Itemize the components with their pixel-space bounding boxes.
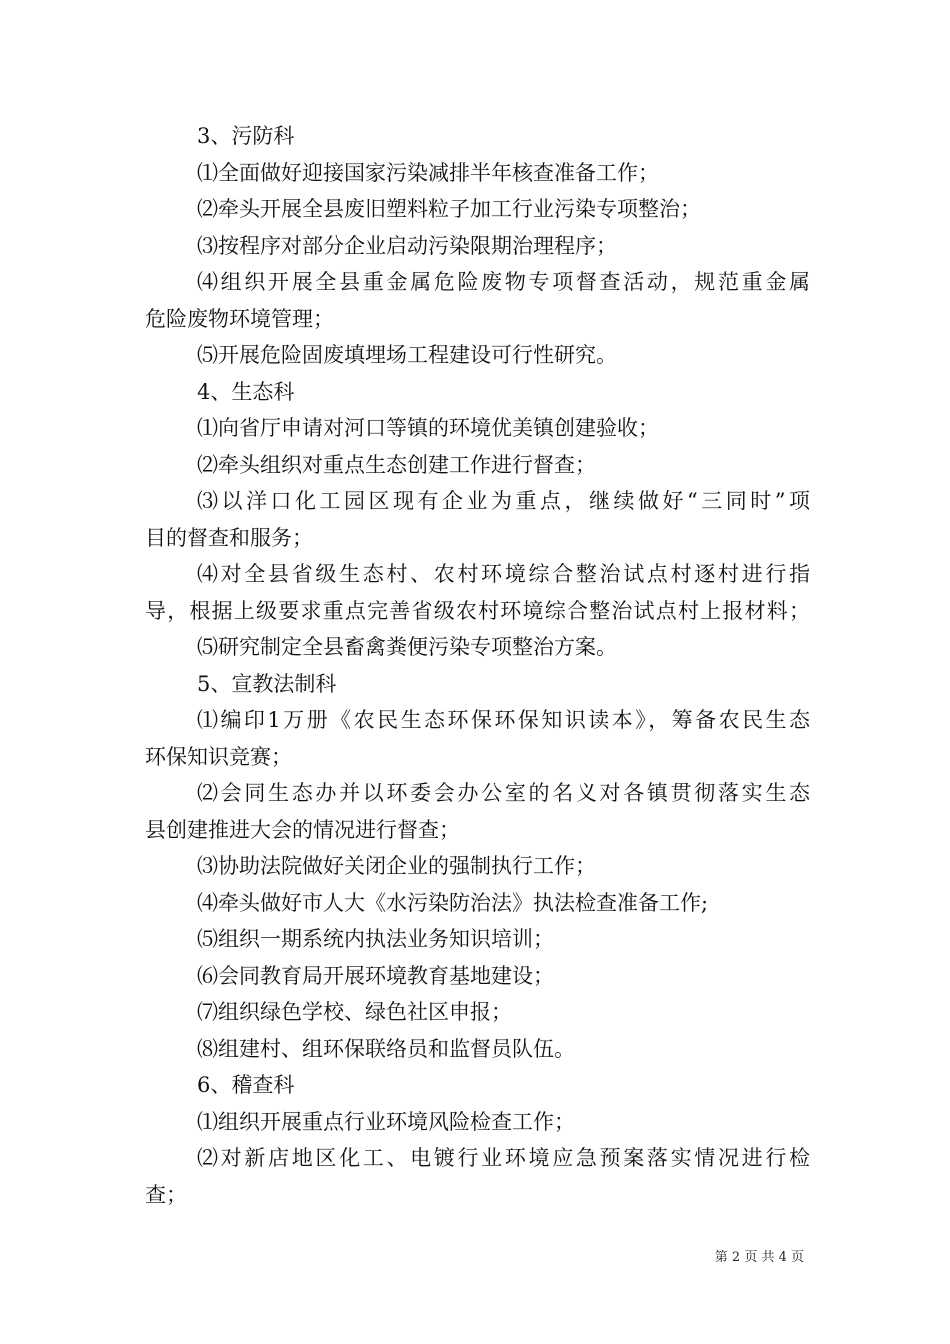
section-heading-ecology: 4、生态科 (197, 379, 295, 404)
section-heading-inspection: 6、稽查科 (197, 1073, 295, 1097)
paragraph-line: ⑶协助法院做好关闭企业的强制执行工作； (197, 854, 596, 878)
paragraph-line: ⑵牵头组织对重点生态创建工作进行督查； (197, 452, 596, 477)
paragraph-line: ⑶按程序对部分企业启动污染限期治理程序； (197, 233, 617, 258)
paragraph-line: ⑵会同生态办并以环委会办公室的名义对各镇贯彻落实生态 (197, 781, 810, 805)
section-heading-education-law: 5、宣教法制科 (197, 671, 337, 696)
paragraph-line: ⑴全面做好迎接国家污染减排半年核查准备工作； (197, 160, 659, 185)
paragraph-line: ⑺组织绿色学校、绿色社区申报； (197, 1000, 512, 1024)
paragraph-line: ⑷牵头做好市人大《水污染防治法》执法检查准备工作; (197, 890, 709, 915)
paragraph-line: ⑵牵头开展全县废旧塑料粒子加工行业污染专项整治； (197, 197, 701, 221)
paragraph-line: ⑴编印1万册《农民生态环保环保知识读本》，筹备农民生态 (197, 708, 810, 732)
page-number: 第 2 页 共 4 页 (714, 1250, 804, 1265)
paragraph-line: ⑷组织开展全县重金属危险废物专项督查活动，规范重金属 (197, 270, 810, 294)
paragraph-line: 环保知识竞赛； (145, 744, 292, 769)
paragraph-line: ⑸研究制定全县畜禽粪便污染专项整治方案。 (197, 635, 617, 659)
paragraph-line: ⑸开展危险固废填埋场工程建设可行性研究。 (197, 343, 617, 367)
paragraph-line: 查； (145, 1182, 187, 1207)
paragraph-line: ⑴组织开展重点行业环境风险检查工作； (197, 1109, 575, 1134)
paragraph-line: 目的督查和服务； (145, 525, 313, 550)
paragraph-line: 县创建推进大会的情况进行督查； (145, 817, 460, 842)
section-heading-pollution: 3、污防科 (197, 124, 295, 148)
paragraph-line: ⑴向省厅申请对河口等镇的环境优美镇创建验收； (197, 416, 659, 440)
paragraph-line: ⑻组建村、组环保联络员和监督员队伍。 (197, 1036, 575, 1061)
paragraph-line: ⑵对新店地区化工、电镀行业环境应急预案落实情况进行检 (197, 1146, 810, 1170)
paragraph-line: 导，根据上级要求重点完善省级农村环境综合整治试点村上报材料； (145, 598, 810, 623)
document-body (145, 118, 810, 1213)
paragraph-line: ⑸组织一期系统内执法业务知识培训； (197, 927, 554, 951)
paragraph-line: ⑷对全县省级生态村、农村环境综合整治试点村逐村进行指 (197, 562, 810, 586)
paragraph-line: ⑶以洋口化工园区现有企业为重点，继续做好“三同时”项 (197, 489, 810, 513)
paragraph-line: 危险废物环境管理； (145, 306, 334, 331)
paragraph-line: ⑹会同教育局开展环境教育基地建设； (197, 963, 554, 988)
